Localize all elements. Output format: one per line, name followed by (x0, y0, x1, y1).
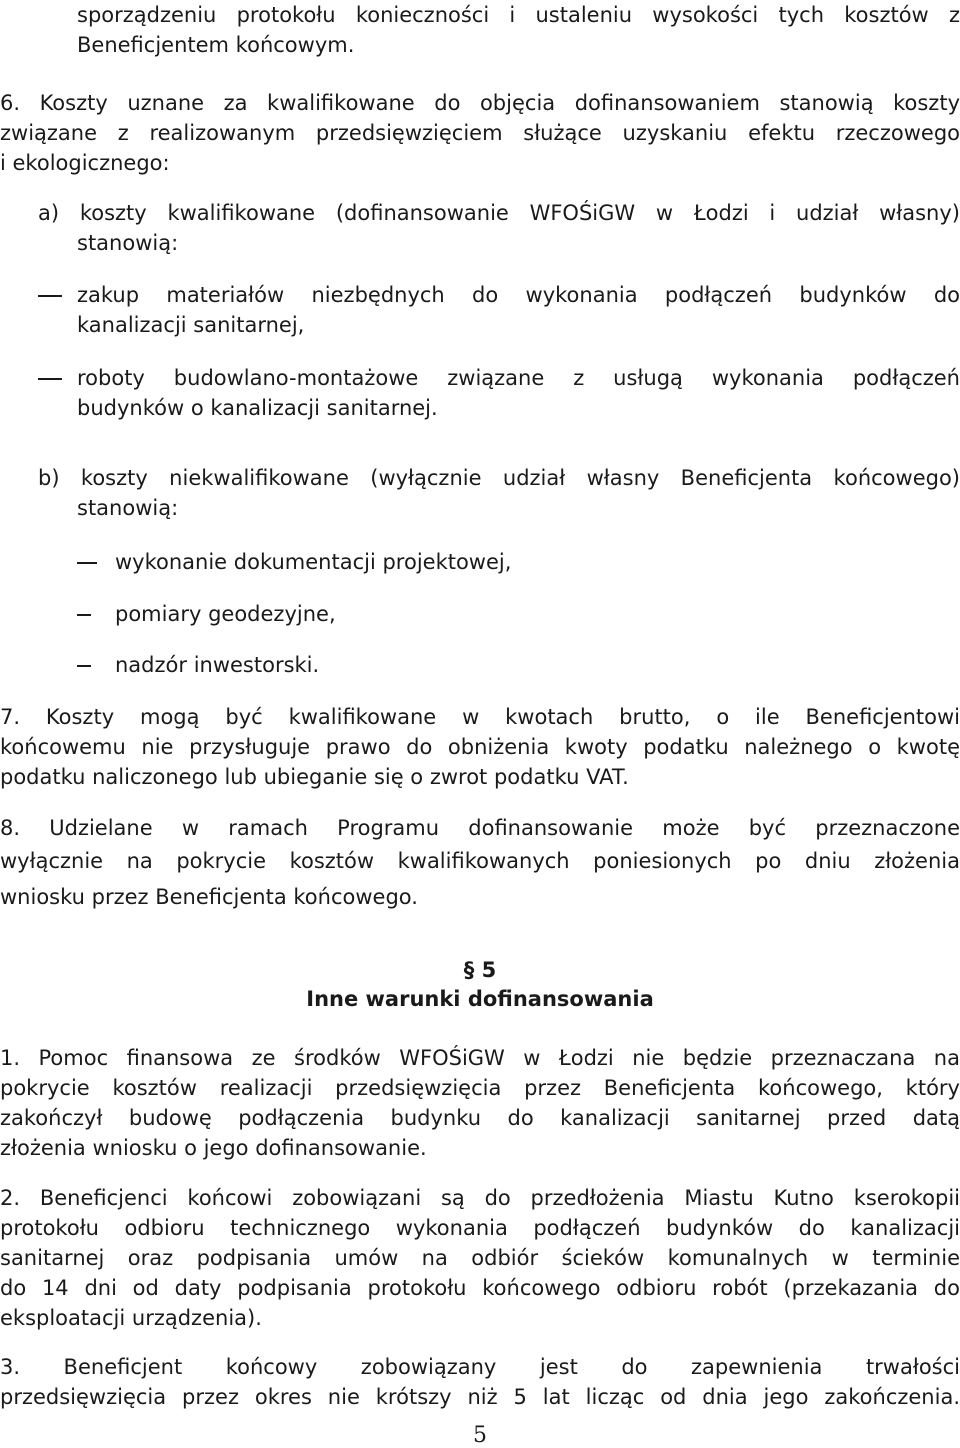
dash-bullet (77, 562, 97, 564)
section-item-1-line4: złożenia wniosku o jego dofinansowanie. (0, 1136, 427, 1160)
dash-bullet (77, 665, 91, 667)
section-item-1-line2: pokrycie kosztów realizacji przedsięwzięcia przez Beneficjenta końcowego, który (0, 1076, 960, 1100)
section-number: § 5 (463, 958, 497, 982)
paragraph-8-line1: 8. Udzielane w ramach Programu dofinansowanie może być przeznaczone (0, 816, 960, 840)
dash-bullet (77, 614, 91, 616)
item-a-line2: stanowią: (77, 231, 179, 255)
paragraph-8-line3: wniosku przez Beneficjenta końcowego. (0, 885, 418, 909)
section-item-1-line1: 1. Pomoc finansowa ze środków WFOŚiGW w Łodzi nie będzie przeznaczana na (0, 1046, 960, 1070)
section-title: Inne warunki dofinansowania (306, 987, 654, 1011)
dash-bullet (38, 295, 62, 297)
paragraph-continuation-line2: Beneficjentem końcowym. (77, 33, 355, 57)
item-b2: pomiary geodezyjne, (115, 602, 336, 626)
page-number: 5 (473, 1423, 487, 1448)
item-a-line1: a) koszty kwalifikowane (dofinansowanie WFOŚiGW w Łodzi i udział własny) (38, 201, 960, 225)
paragraph-7-line1: 7. Koszty mogą być kwalifikowane w kwotach brutto, o ile Beneficjentowi (0, 705, 960, 729)
section-item-1-line3: zakończył budowę podłączenia budynku do kanalizacji sanitarnej przed datą (0, 1106, 960, 1130)
paragraph-7-line3: podatku naliczonego lub ubieganie się o zwrot podatku VAT. (0, 765, 629, 789)
section-item-2-line3: sanitarnej oraz podpisania umów na odbiór ścieków komunalnych w terminie (0, 1246, 960, 1270)
item-a1-line1: zakup materiałów niezbędnych do wykonania podłączeń budynków do (77, 283, 960, 307)
item-a2-line1: roboty budowlano-montażowe związane z usługą wykonania podłączeń (77, 366, 960, 390)
paragraph-6-line1: 6. Koszty uznane za kwalifikowane do objęcia dofinansowaniem stanowią koszty (0, 91, 960, 115)
item-a2-line2: budynków o kanalizacji sanitarnej. (77, 396, 438, 420)
paragraph-7-line2: końcowemu nie przysługuje prawo do obniżenia kwoty podatku należnego o kwotę (0, 735, 960, 759)
item-b3: nadzór inwestorski. (115, 653, 320, 677)
paragraph-8-line2: wyłącznie na pokrycie kosztów kwalifikowanych poniesionych po dniu złożenia (0, 849, 960, 873)
item-b1: wykonanie dokumentacji projektowej, (115, 550, 512, 574)
paragraph-6-line2: związane z realizowanym przedsięwzięciem służące uzyskaniu efektu rzeczowego (0, 121, 960, 145)
section-item-3-line1: 3. Beneficjent końcowy zobowiązany jest do zapewnienia trwałości (0, 1355, 960, 1379)
section-item-3-line2: przedsięwzięcia przez okres nie krótszy niż 5 lat licząc od dnia jego zakończenia. (0, 1385, 960, 1409)
item-b-line1: b) koszty niekwalifikowane (wyłącznie udział własny Beneficjenta końcowego) (38, 466, 960, 490)
item-a1-line2: kanalizacji sanitarnej, (77, 313, 305, 337)
section-item-2-line2: protokołu odbioru technicznego wykonania podłączeń budynków do kanalizacji (0, 1216, 960, 1240)
paragraph-6-line3: i ekologicznego: (0, 151, 170, 175)
item-b-line2: stanowią: (77, 496, 179, 520)
paragraph-continuation-line1: sporządzeniu protokołu konieczności i ustaleniu wysokości tych kosztów z (77, 3, 960, 27)
section-item-2-line4: do 14 dni od daty podpisania protokołu końcowego odbioru robót (przekazania do (0, 1276, 960, 1300)
section-item-2-line1: 2. Beneficjenci końcowi zobowiązani są do przedłożenia Miastu Kutno kserokopii (0, 1186, 960, 1210)
section-item-2-line5: eksploatacji urządzenia). (0, 1306, 262, 1330)
dash-bullet (38, 378, 62, 380)
